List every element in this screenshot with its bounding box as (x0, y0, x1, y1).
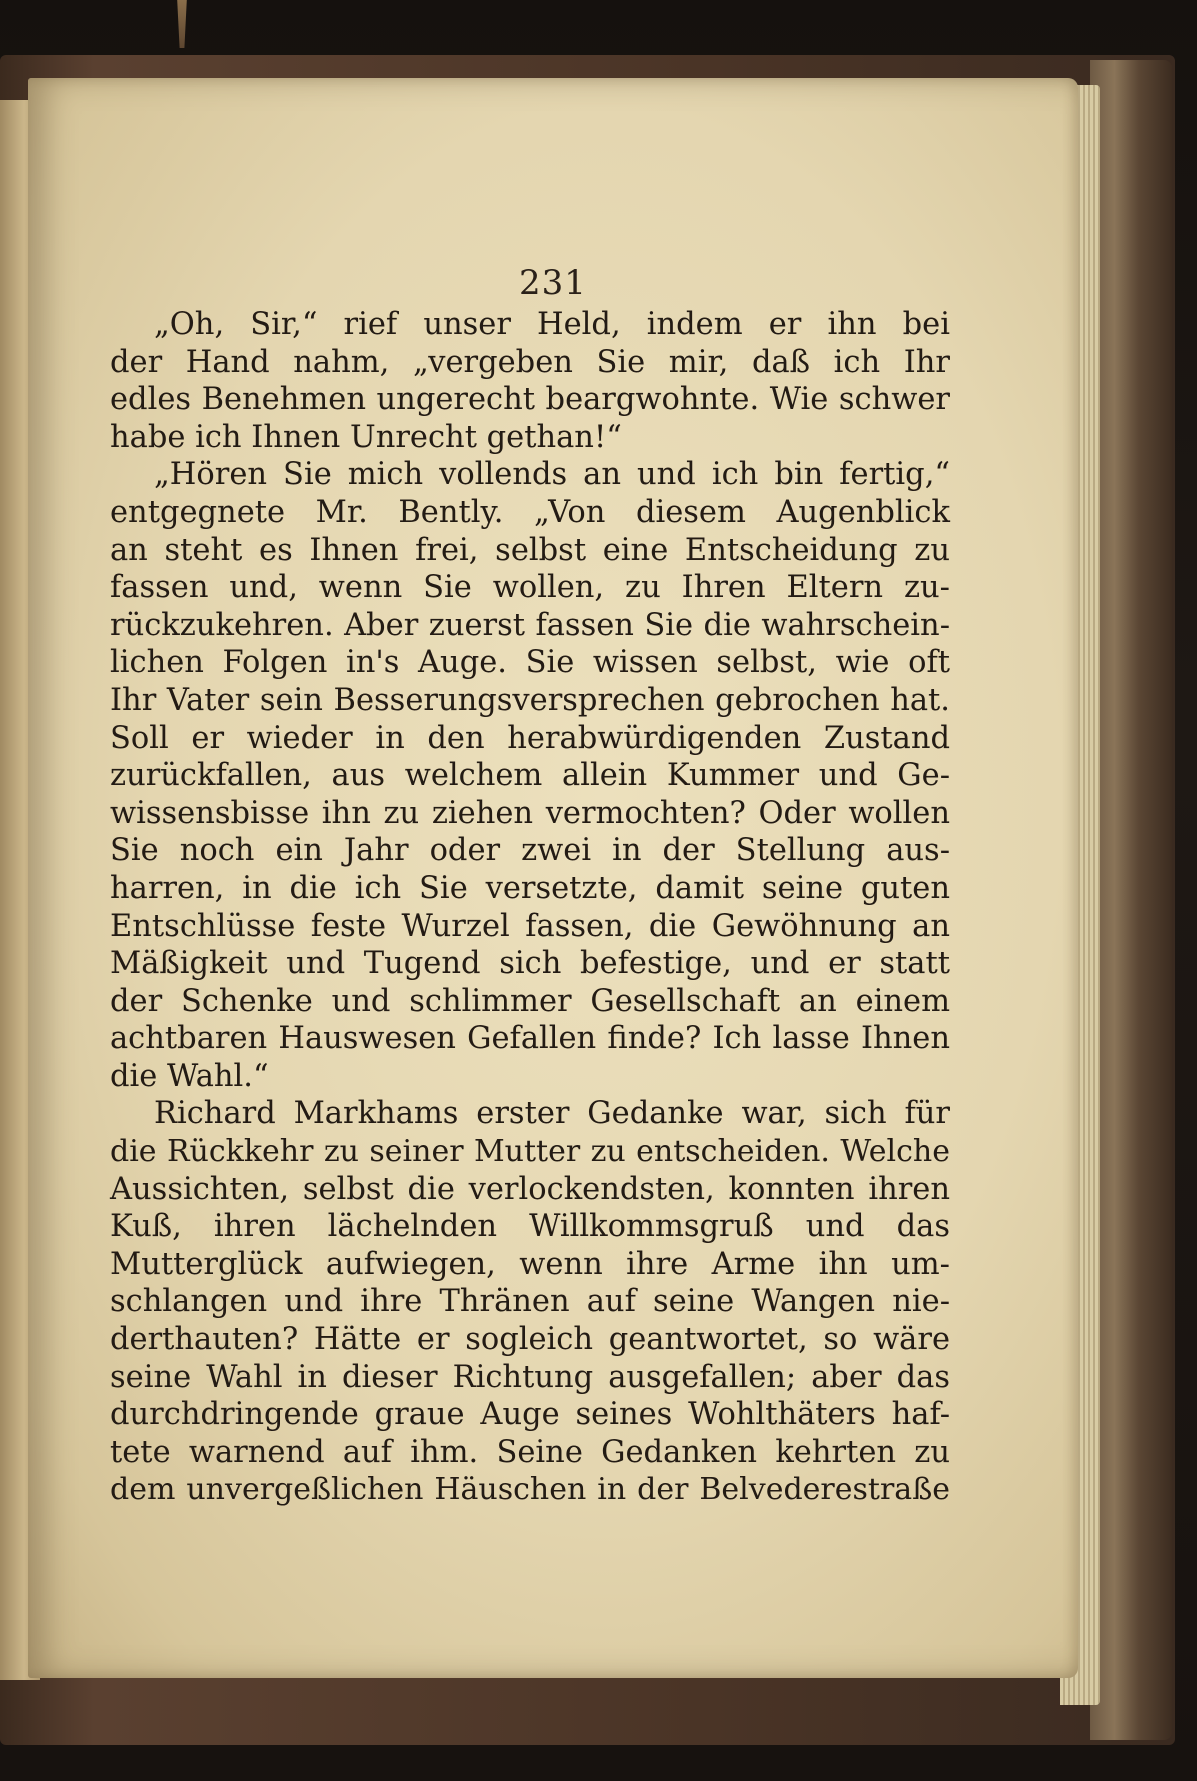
page-text (110, 306, 950, 1509)
text-line: fassen und, wenn Sie wollen, zu Ihren Eltern zu- (110, 570, 950, 606)
text-line: die Rückkehr zu seiner Mutter zu entscheiden. Welche (110, 1134, 950, 1170)
text-line: der Schenke und schlimmer Gesellschaft an einem (110, 983, 950, 1019)
text-line: wissensbisse ihn zu ziehen vermochten? Oder wollen (110, 795, 950, 831)
text-line: „Oh, Sir,“ rief unser Held, indem er ihn bei (154, 307, 950, 342)
text-line: zurückfallen, aus welchem allein Kummer und Ge- (110, 758, 950, 794)
text-line: Sie noch ein Jahr oder zwei in der Stellung aus- (110, 833, 950, 869)
text-line: edles Benehmen ungerecht beargwohnte. Wie schwer (110, 382, 950, 418)
text-line: tete warnend auf ihm. Seine Gedanken kehrten zu (110, 1434, 950, 1470)
text-line: durchdringende graue Auge seines Wohlthäters haf- (110, 1397, 950, 1433)
text-line: der Hand nahm, „vergeben Sie mir, daß ich Ihr (110, 344, 950, 380)
text-line: Mutterglück aufwiegen, wenn ihre Arme ihn um- (110, 1246, 950, 1282)
text-line: seine Wahl in dieser Richtung ausgefallen; aber das (110, 1359, 950, 1395)
text-line: Kuß, ihren lächelnden Willkommsgruß und das (110, 1209, 950, 1245)
page-number: 231 (519, 263, 587, 303)
text-line: dem unvergeßlichen Häuschen in der Belvederestraße (110, 1472, 950, 1508)
text-line: Soll er wieder in den herabwürdigenden Zustand (110, 720, 950, 756)
text-line: Entschlüsse feste Wurzel fassen, die Gewöhnung an (110, 908, 950, 944)
text-line: an steht es Ihnen frei, selbst eine Entscheidung zu (110, 532, 950, 568)
text-line: Ihr Vater sein Besserungsversprechen gebrochen hat. (110, 682, 950, 718)
text-line: entgegnete Mr. Bently. „Von diesem Augenblick (110, 494, 950, 530)
text-line: Richard Markhams erster Gedanke war, sich für (154, 1096, 950, 1132)
text-line: „Hören Sie mich vollends an und ich bin fertig,“ (154, 457, 950, 493)
text-line: habe ich Ihnen Unrecht gethan!“ (110, 419, 622, 455)
text-line: die Wahl.“ (110, 1058, 269, 1094)
text-line: derthauten? Hätte er sogleich geantwortet, so wäre (110, 1322, 950, 1358)
cover-edge (1090, 60, 1172, 1740)
book-page (28, 78, 1078, 1678)
text-line: lichen Folgen in's Auge. Sie wissen selbst, wie oft (110, 645, 950, 681)
text-line: schlangen und ihre Thränen auf seine Wangen nie- (110, 1284, 950, 1320)
text-line: Mäßigkeit und Tugend sich befestige, und er statt (110, 946, 950, 982)
text-line: Aussichten, selbst die verlockendsten, konnten ihren (110, 1171, 950, 1207)
text-line: achtbaren Hauswesen Gefallen finde? Ich lasse Ihnen (110, 1021, 950, 1057)
text-line: harren, in die ich Sie versetzte, damit seine guten (110, 870, 950, 906)
text-line: rückzukehren. Aber zuerst fassen Sie die wahrschein- (110, 607, 950, 643)
bookmark-tab (170, 0, 194, 48)
